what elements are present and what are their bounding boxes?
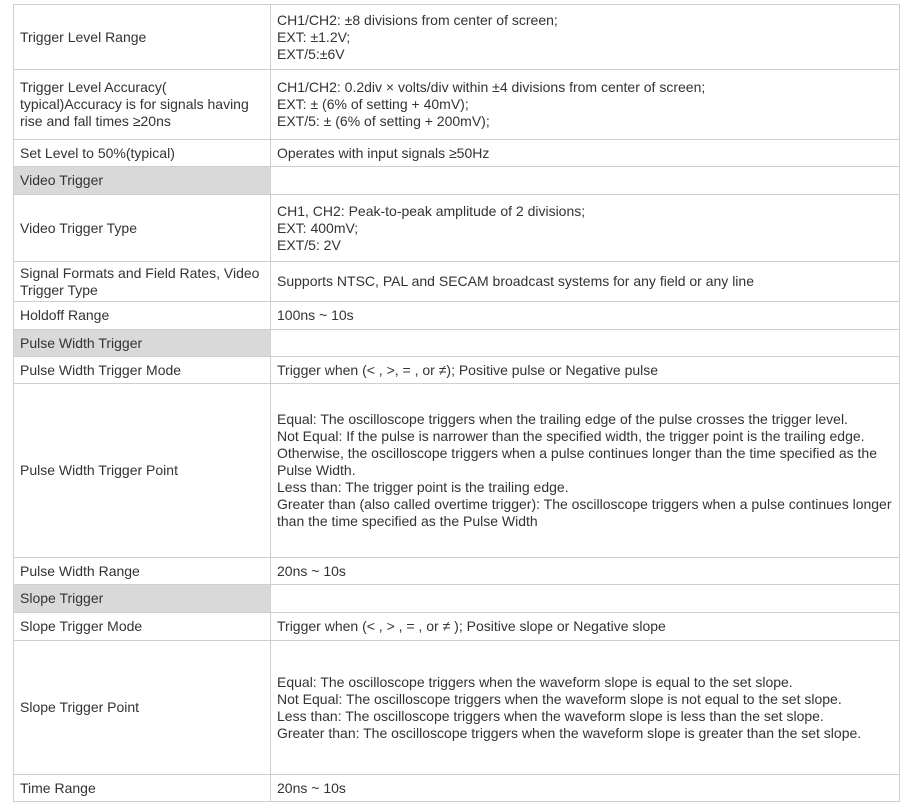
section-title: Pulse Width Trigger xyxy=(14,330,271,357)
row-value: CH1, CH2: Peak-to-peak amplitude of 2 divisions; EXT: 400mV; EXT/5: 2V xyxy=(271,195,900,262)
section-row xyxy=(14,167,900,195)
section-row xyxy=(14,330,900,357)
section-title: Video Trigger xyxy=(14,167,271,195)
section-empty-cell xyxy=(271,330,900,357)
row-value: Supports NTSC, PAL and SECAM broadcast systems for any field or any line xyxy=(271,262,900,302)
section-title: Slope Trigger xyxy=(14,585,271,613)
table-row xyxy=(14,195,900,262)
table-row xyxy=(14,302,900,330)
row-value: Trigger when (< , > , = , or ≠ ); Positive slope or Negative slope xyxy=(271,613,900,641)
table-row xyxy=(14,558,900,585)
row-value: Operates with input signals ≥50Hz xyxy=(271,140,900,167)
row-value: CH1/CH2: 0.2div × volts/div within ±4 divisions from center of screen; EXT: ± (6% of setting + 40mV); EXT/5: ± (6% of setting + 200mV); xyxy=(271,70,900,140)
row-value: 100ns ~ 10s xyxy=(271,302,900,330)
table-row xyxy=(14,70,900,140)
row-key: Time Range xyxy=(14,775,271,802)
section-empty-cell xyxy=(271,167,900,195)
table-row xyxy=(14,140,900,167)
section-empty-cell xyxy=(271,585,900,613)
section-row xyxy=(14,585,900,613)
row-key: Trigger Level Range xyxy=(14,5,271,70)
row-key: Pulse Width Trigger Mode xyxy=(14,357,271,384)
table-row xyxy=(14,357,900,384)
spec-table xyxy=(13,4,900,802)
row-value: Equal: The oscilloscope triggers when the waveform slope is equal to the set slope. Not Equal: The oscilloscope triggers when the waveform slope is not equal to the set slope. Less than: The oscilloscope triggers when the waveform slope is less than the set slope. Greater than: The oscilloscope triggers when the waveform slope is greater than the set slope. xyxy=(271,641,900,775)
row-key: Video Trigger Type xyxy=(14,195,271,262)
row-key: Slope Trigger Point xyxy=(14,641,271,775)
row-key: Pulse Width Range xyxy=(14,558,271,585)
row-key: Set Level to 50%(typical) xyxy=(14,140,271,167)
row-key: Holdoff Range xyxy=(14,302,271,330)
table-row xyxy=(14,384,900,558)
row-key: Signal Formats and Field Rates, Video Trigger Type xyxy=(14,262,271,302)
table-row xyxy=(14,262,900,302)
row-value: 20ns ~ 10s xyxy=(271,775,900,802)
row-key: Slope Trigger Mode xyxy=(14,613,271,641)
row-value: Trigger when (< , >, = , or ≠); Positive pulse or Negative pulse xyxy=(271,357,900,384)
row-key: Pulse Width Trigger Point xyxy=(14,384,271,558)
table-row xyxy=(14,775,900,802)
row-value: Equal: The oscilloscope triggers when the trailing edge of the pulse crosses the trigger level. Not Equal: If the pulse is narrower than the specified width, the trigger point is the trailing edge. Otherwise, the oscilloscope triggers when a pulse continues longer than the time specified as the Pulse Width. Less than: The trigger point is the trailing edge. Greater than (also called overtime trigger): The oscilloscope triggers when a pulse continues longer than the time specified as the Pulse Width xyxy=(271,384,900,558)
row-value: CH1/CH2: ±8 divisions from center of screen; EXT: ±1.2V; EXT/5:±6V xyxy=(271,5,900,70)
table-row xyxy=(14,613,900,641)
table-row xyxy=(14,641,900,775)
row-value: 20ns ~ 10s xyxy=(271,558,900,585)
table-row xyxy=(14,5,900,70)
row-key: Trigger Level Accuracy( typical)Accuracy is for signals having rise and fall times ≥20ns xyxy=(14,70,271,140)
